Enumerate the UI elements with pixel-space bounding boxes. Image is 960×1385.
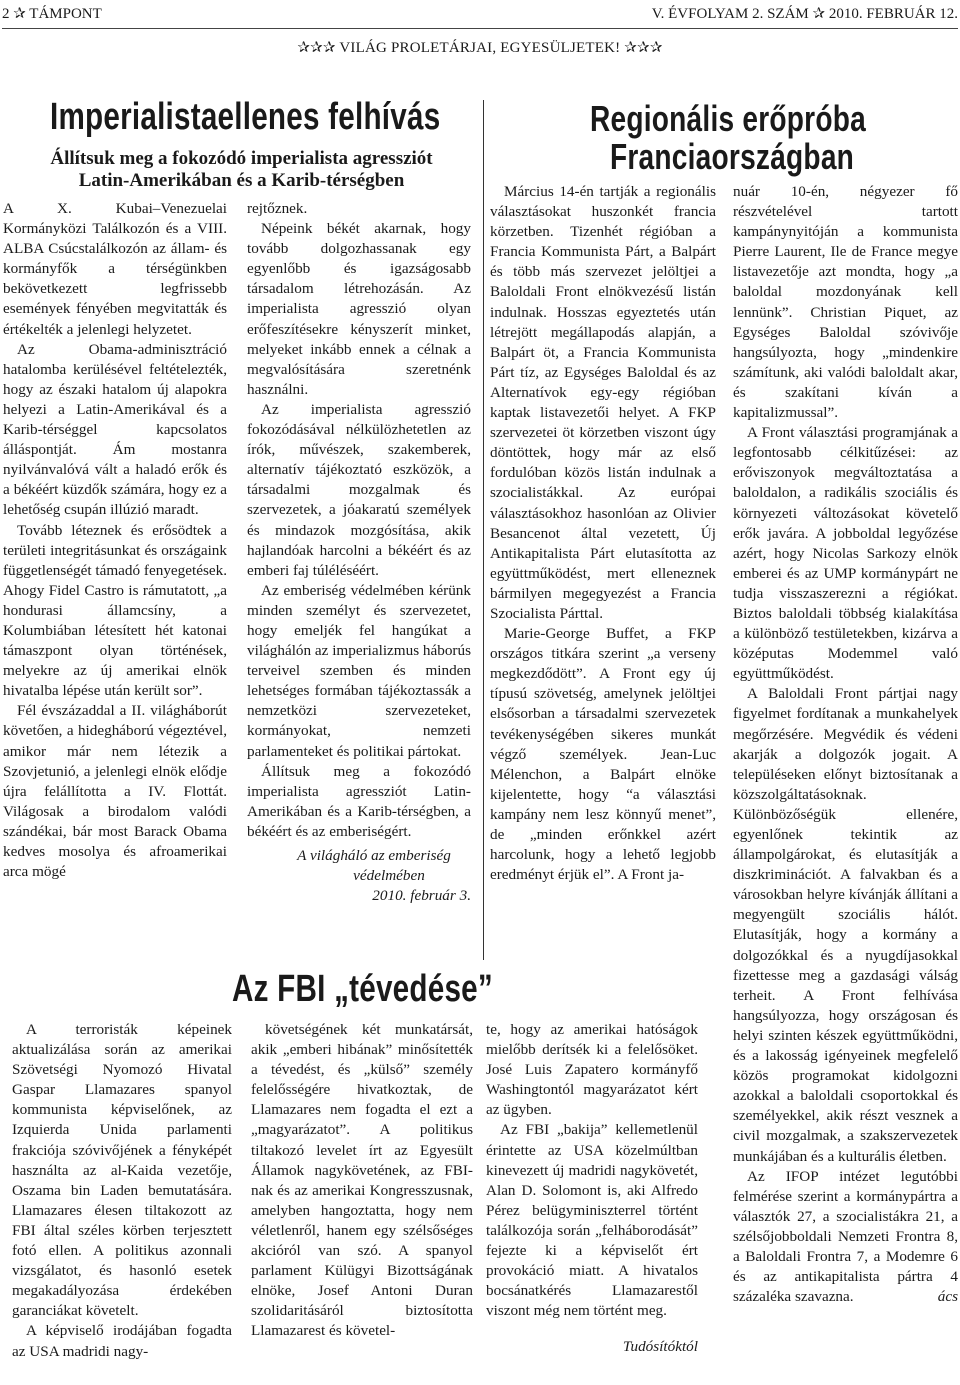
paragraph: A X. Kubai–Venezuelai Kormányközi Találkozón és a VIII. ALBA Csúcstalálkozón az állam- és kormányfők a térségünkben bekövetkezett legfrissebb események fényében megvitatták és értékelték a jelenlegi helyzetet. xyxy=(3,200,227,338)
article2-title-2: Franciaországban xyxy=(610,136,855,177)
paragraph: A Front választási programjának a legfontosabb célkitűzései: az erőviszonyok megváltoztatása a baloldalon, a radikális szociális és környezeti változásokat követelő erők javára. A jobboldal legyőzése azért, hogy Nicolas Sarkozy elnök emberei és az UMP kormánypárt ne tudja visszaszerezni a régiókat. Biztos baloldali többség kialakítása a különböző testületekben, kizárva a középutas Modemmel való együttműködést. xyxy=(733,424,958,683)
article1-column-1 xyxy=(3,199,227,882)
paragraph: rejtőznek. xyxy=(247,200,308,217)
signature-date: 2010. február 3. xyxy=(372,887,471,905)
paragraph: Marie-George Buffet, a FKP országos titkára szerint „a verseny megkezdődött”. A Front egy új típusú szövetség, amelynek jelöltjei elsősorban a társadalmi szervezetek tevékenységében sikeres munkát végző személyek. Jean-Luc Mélenchon, a Balpárt elnöke kijelentette, hogy “a választási kampány nem lesz könnyű menet”, de „minden erőnkkel azért harcolunk, hogy a lehető legjobb eredményt érjük el”. A Front ja- xyxy=(490,625,716,884)
paragraph: A képviselő irodájában fogadta az USA madridi nagy- xyxy=(12,1322,232,1360)
paragraph: Az emberiség védelmében kérünk minden személyt és szervezetet, hogy emeljék fel hangúkat a világhálón az imperializmus háborús terveivel szemben és minden lehetséges formában tájékoztassák a nemzetközi szervezeteket, kormányokat, nemzeti parlamenteket és politikai pártokat. xyxy=(247,581,471,760)
signature-line: A világháló az emberiség xyxy=(297,847,451,864)
paragraph: Fél évszázaddal a II. világháborút követően, a hidegháború végeztével, amikor már nem létezik a Szovjetunió, a jelenlegi elnök elődje újra felállította a IV. Flottát. Világosak a birodalom valódi szándékai, bár most Barack Obama kedves mosolya és afroamerikai arca mögé xyxy=(3,702,227,881)
article2-column-2 xyxy=(733,182,958,1307)
column-divider xyxy=(483,100,484,960)
paragraph: Az imperialista agresszió fokozódásával nélkülözhetetlen az írók, művészek, szakemberek, alternatív tájékoztató eszközök, a társadalmi mozgalmak és szervezetek, a jóakaratú személyek és mindazok mozgósítása, akik hajlandóak harcolni a békéért és az emberi faj túléléséért. xyxy=(247,400,471,579)
paragraph: Állítsuk meg a fokozódó imperialista agressziót Latin-Amerikában és a Karib-térségben, a békéért és az emberiségért. xyxy=(247,762,471,840)
paragraph: Az IFOP intézet legutóbbi felmérése szerint a kormánypártra a választók 27, a szocialistákra 21, a szélsőjobboldali Nemzeti Frontra 8, a Baloldali Frontra 7, a Modemre 6 és az antikapitalista pártra 4 százaléka szavazna. xyxy=(733,1167,958,1306)
paragraph: Az Obama-adminisztráció hatalomba kerülésével feltételezték, hogy az északi hatalom új alapokra helyezi a Latin-Amerikával és a Karib-térséggel kapcsolatos álláspontját. Ám mostanra nyilvánvalóvá vált a haladó erők és a békéért küzdők számára, hogy ez a lehetőség csupán illúzió maradt. xyxy=(3,340,227,519)
article3-column-3 xyxy=(486,1020,698,1358)
article1-title: Imperialistaellenes felhívás xyxy=(50,96,441,138)
paragraph: A terroristák képeinek aktualizálása során az amerikai Szövetségi Nyomozó Hivatal Gaspar Llamazares spanyol kommunista képviselőnek, az Izquierda Unida parlamenti frakciója szóvivőjének a fényképét használta az al-Kaida vezetője, Oszama bin Laden bemutatására. Llamazares élesen tiltakozott az FBI által széles körben terjesztett fotó ellen. A politikus azonnali vizsgálatot, és hasonló esetek megakadályozása érdekében garanciákat követelt. xyxy=(12,1021,232,1320)
article1-column-2 xyxy=(247,199,471,906)
paragraph: követségének két munkatársát, akik „emberi hibának” minősítették a tévedést, és „külső” személy felelősségére hivatkoztak, de Llamazares nem fogadta el ezt a „magyarázatot”. A politikus tiltakozó levelet írt az Egyesült Államok nagykövetének, az FBI-nak és az amerikai Kongresszusnak, amelyben hangoztatta, hogy nem véletlenről, hanem egy szélsőséges akcióról van szó. A spanyol parlament Külügyi Bizottságának elnöke, Josef Antoni Duran szolidaritásáról biztosította Llamazarest és követel- xyxy=(251,1021,473,1340)
page-header xyxy=(2,4,958,26)
header-rule xyxy=(2,28,958,29)
paragraph: Tovább léteznek és erősödtek a területi integritásunkat és országaink függetlenségét támadó fenyegetések. Ahogy Fidel Castro is rámutatott, „a hondurasi államcsíny, a Kolumbiában létesített hét katonai támaszpont olyan történések, melyekre az új amerikai elnök hivatalba lépése után került sor”. xyxy=(3,521,227,700)
signature: ács xyxy=(937,1288,958,1306)
slogan: ✰✰✰ VILÁG PROLETÁRJAI, EGYESÜLJETEK! ✰✰✰ xyxy=(297,40,663,56)
paragraph: Március 14-én tartják a regionális választásokat huszonkét francia körzetben. Tizenhét régióban a Francia Kommunista Párt, a Balpárt és több más szervezet jelöltjei a Baloldali Front elnökvezésű listán indulnak. Hosszas egyeztetés után létrejött megállapodás alapján, a Balpárt öt, a Francia Kommunista Párt tíz, az Egységes Baloldal és az Alternatívok egy-egy régióban kaptak listavezetői helyet. A FKP szervezetei öt körzetben viszont úgy döntöttek, hogy már az első fordulóban közös listán indulnak a szocialistákkal. Az európai választásokhoz hasonlóan az Olivier Besancenot által vezetett, Új Antikapitalista Párt elutasította az együttműködést, mert elleneznek bármilyen megegyezést a Francia Szocialista Párttal. xyxy=(490,183,716,622)
paragraph: Az FBI „bakija” kellemetlenül érintette az USA közelmúltban kinevezett új madridi nagykövetét, Alan D. Solomont is, aki Alfredo Pérez belügyminiszterrel történt találkozója során „felháborodását” fejezte ki a képviselőt ért provokáció miatt. A hivatalos bocsánatkérés Llamazarestől viszont még nem történt meg. xyxy=(486,1121,698,1320)
header-left: 2 ✰ TÁMPONT xyxy=(2,6,102,22)
article2-title-1: Regionális erőpróba xyxy=(590,98,866,139)
article3-column-2 xyxy=(251,1020,473,1342)
signature: Tudósítóktól xyxy=(622,1338,698,1356)
article1-subtitle-1: Állítsuk meg a fokozódó imperialista agressziót xyxy=(50,148,433,169)
paragraph: A Baloldali Front pártjai nagy figyelmet fordítanak a munkahelyek megőrzésére. Megvédik és védeni akarják a dolgozók jogait. A településeken előnyt biztosítanak a közszolgáltatásoknak. Különbözőségük ellenére, egyenlőnek tekintik az állampolgárokat, és elutasítják a diszkriminációt. A falvakban és a városokban helyre kívánják állítani a megyengült szociális hálót. Elutasítják, hogy a kormány a dolgozókkal és a nyugdíjasokkal fizettesse meg a gazdasági válság terheit. A Front felhívása hangsúlyozza, hogy országosan és helyi szinten készek együttműködni, és a lakosság igényeinek megfelelő közös programokat kidolgozni azokkal a baloldali csoportokkal és személyekkel, akik részt vesznek a civil mozgalmak, a szakszervezetek munkájában és a kulturális életben. xyxy=(733,685,958,1165)
paragraph: te, hogy az amerikai hatóságok mielőbb derítsék ki a felelősöket. José Luis Zapatero kormányfő Washingtontól magyarázatot kért az ügyben. xyxy=(486,1021,698,1119)
article1-subtitle-2: Latin-Amerikában és a Karib-térségben xyxy=(78,170,405,191)
signature-line: védelmében xyxy=(353,867,425,885)
article3-column-1 xyxy=(12,1020,232,1362)
paragraph: nuár 10-én, négyezer fő részvételével tartott kampánynyitóján a kommunista Pierre Laurent, Ile de France megye listavezetője azt mondta, hogy „a baloldal mozdonyának kell lennünk”. Christian Piquet, az Egységes Baloldal szóvivője hangsúlyozta, hogy „mindenkire számítunk, aki valódi baloldalt akar, és szakítani kíván a kapitalizmussal”. xyxy=(733,183,958,422)
paragraph: Népeink békét akarnak, hogy tovább dolgozhassanak egy egyenlőbb és igazságosabb társadalom létrehozásán. Az imperialista agresszió olyan erőfeszítésekre kényszerít minket, melyeket inkább ennek a célnak a megvalósítására szeretnénk használni. xyxy=(247,220,471,398)
header-right: V. ÉVFOLYAM 2. SZÁM ✰ 2010. FEBRUÁR 12. xyxy=(651,6,958,22)
article2-column-1 xyxy=(490,182,716,885)
article3-title: Az FBI „tévedése” xyxy=(232,968,493,1010)
